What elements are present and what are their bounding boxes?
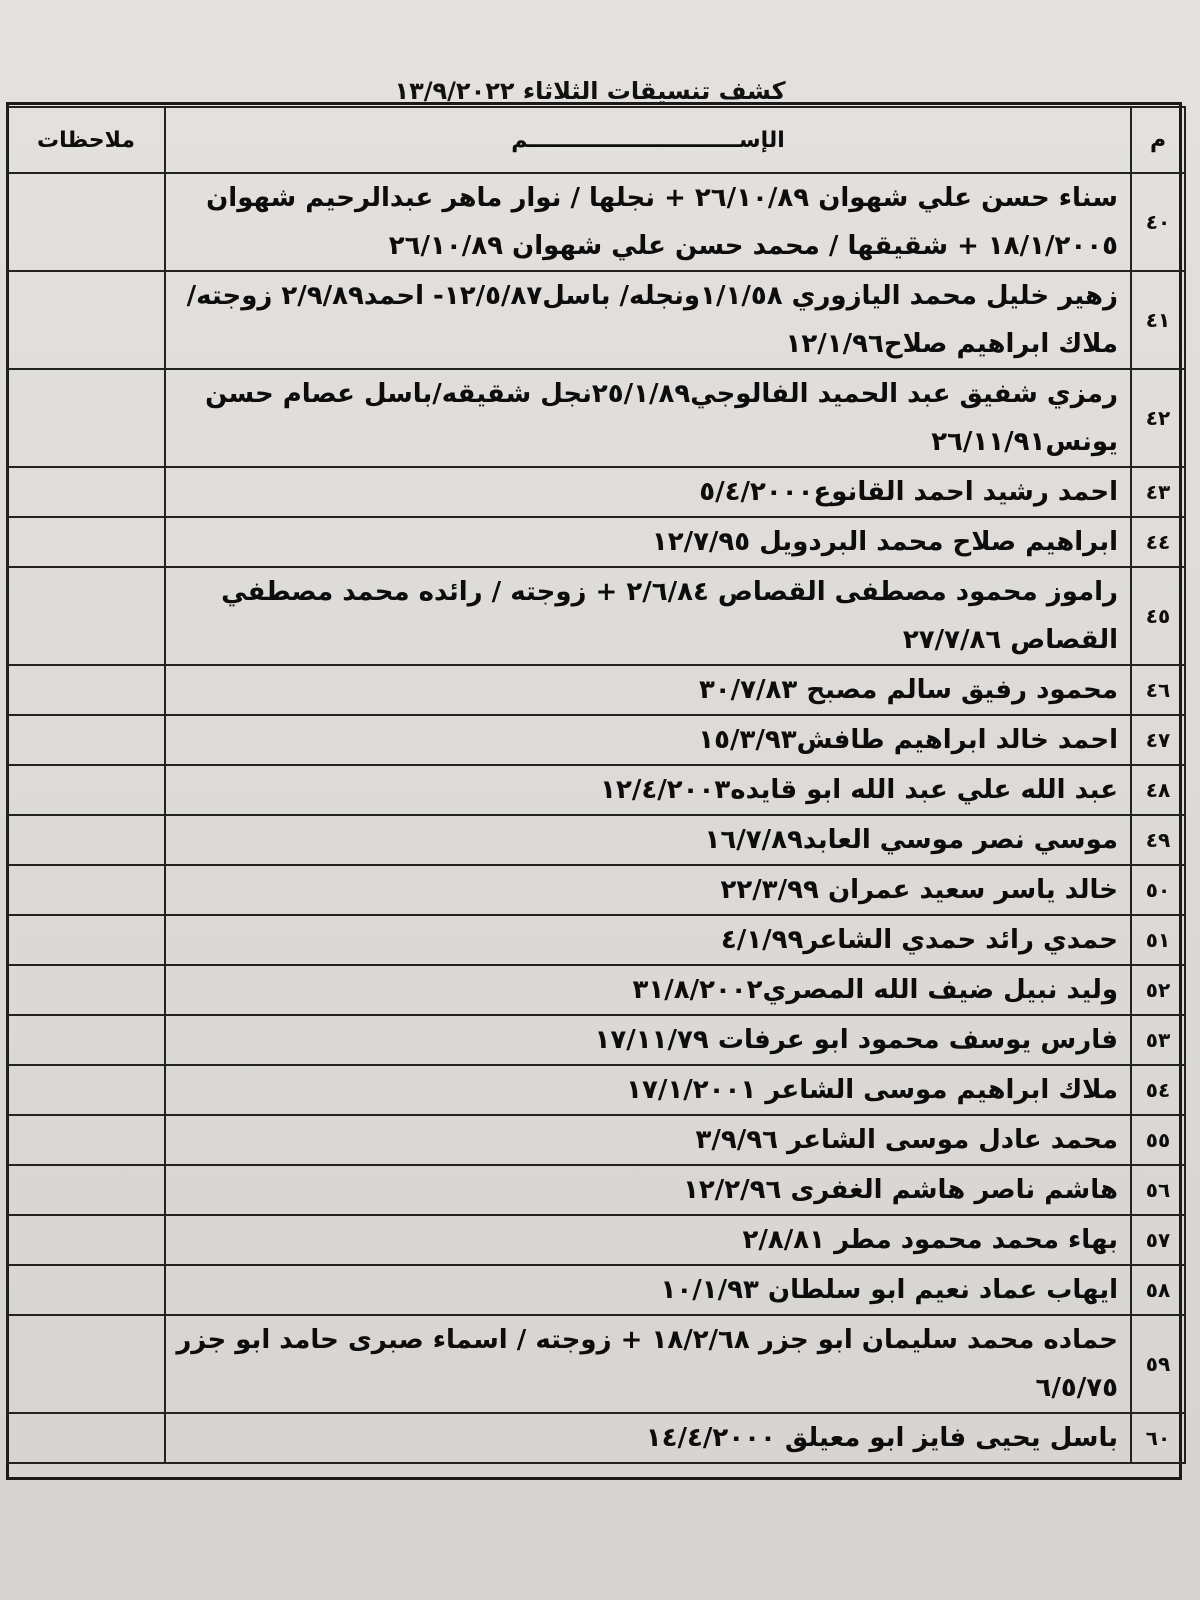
table-row	[7, 567, 1185, 665]
row-notes	[7, 271, 165, 369]
table-header-row	[7, 107, 1185, 173]
row-notes	[7, 715, 165, 765]
row-notes	[7, 1015, 165, 1065]
row-name: حماده محمد سليمان ابو جزر ١٨/٢/٦٨ + زوجته / اسماء صبرى حامد ابو جزر ٦/٥/٧٥	[165, 1315, 1131, 1413]
row-name: سناء حسن علي شهوان ٢٦/١٠/٨٩ + نجلها / نوار ماهر عبدالرحيم شهوان ١٨/١/٢٠٠٥ + شقيقها / محمد حسن علي شهوان ٢٦/١٠/٨٩	[165, 173, 1131, 271]
row-name: ايهاب عماد نعيم ابو سلطان ١٠/١/٩٣	[165, 1265, 1131, 1315]
table-row	[7, 1165, 1185, 1215]
table-row	[7, 715, 1185, 765]
row-notes	[7, 1165, 165, 1215]
row-number: ٥٤	[1131, 1065, 1185, 1115]
row-number: ٥٥	[1131, 1115, 1185, 1165]
row-notes	[7, 517, 165, 567]
row-number: ٥٣	[1131, 1015, 1185, 1065]
row-name: ابراهيم صلاح محمد البردويل ١٢/٧/٩٥	[165, 517, 1131, 567]
row-number: ٤٥	[1131, 567, 1185, 665]
row-notes	[7, 815, 165, 865]
row-notes	[7, 1215, 165, 1265]
row-number: ٤٩	[1131, 815, 1185, 865]
table-row	[7, 1315, 1185, 1413]
table-row	[7, 173, 1185, 271]
header-name: الإســــــــــــــــــــــــــــم	[165, 107, 1131, 173]
row-notes	[7, 467, 165, 517]
row-number: ٤٦	[1131, 665, 1185, 715]
row-notes	[7, 915, 165, 965]
header-notes: ملاحظات	[7, 107, 165, 173]
row-name: حمدي رائد حمدي الشاعر٤/١/٩٩	[165, 915, 1131, 965]
table-row	[7, 467, 1185, 517]
table-row	[7, 865, 1185, 915]
table-row	[7, 665, 1185, 715]
row-name: احمد خالد ابراهيم طافش١٥/٣/٩٣	[165, 715, 1131, 765]
row-number: ٥٢	[1131, 965, 1185, 1015]
row-notes	[7, 1065, 165, 1115]
row-notes	[7, 965, 165, 1015]
row-number: ٥٨	[1131, 1265, 1185, 1315]
row-number: ٤٤	[1131, 517, 1185, 567]
row-number: ٤٧	[1131, 715, 1185, 765]
row-number: ٥٩	[1131, 1315, 1185, 1413]
table-row	[7, 271, 1185, 369]
row-number: ٤١	[1131, 271, 1185, 369]
row-name: بهاء محمد محمود مطر ٢/٨/٨١	[165, 1215, 1131, 1265]
row-name: هاشم ناصر هاشم الغفرى ١٢/٢/٩٦	[165, 1165, 1131, 1215]
row-number: ٦٠	[1131, 1413, 1185, 1463]
row-notes	[7, 1115, 165, 1165]
row-name: ملاك ابراهيم موسى الشاعر ١٧/١/٢٠٠١	[165, 1065, 1131, 1115]
row-notes	[7, 765, 165, 815]
table-row	[7, 1265, 1185, 1315]
row-name: فارس يوسف محمود ابو عرفات ١٧/١١/٧٩	[165, 1015, 1131, 1065]
table-row	[7, 517, 1185, 567]
row-notes	[7, 1265, 165, 1315]
row-notes	[7, 369, 165, 467]
row-name: احمد رشيد احمد القانوع٥/٤/٢٠٠٠	[165, 467, 1131, 517]
table-row	[7, 765, 1185, 815]
row-number: ٤٣	[1131, 467, 1185, 517]
table-row	[7, 1015, 1185, 1065]
row-name: عبد الله علي عبد الله ابو قايده١٢/٤/٢٠٠٣	[165, 765, 1131, 815]
row-notes	[7, 1413, 165, 1463]
table-row	[7, 1115, 1185, 1165]
row-number: ٤٠	[1131, 173, 1185, 271]
row-number: ٥٦	[1131, 1165, 1185, 1215]
row-number: ٥١	[1131, 915, 1185, 965]
row-name: محمود رفيق سالم مصبح ٣٠/٧/٨٣	[165, 665, 1131, 715]
row-number: ٥٧	[1131, 1215, 1185, 1265]
row-notes	[7, 665, 165, 715]
names-table	[6, 106, 1186, 1464]
header-number: م	[1131, 107, 1185, 173]
row-notes	[7, 567, 165, 665]
table-row	[7, 965, 1185, 1015]
page-title: كشف تنسيقات الثلاثاء ١٣/٩/٢٠٢٢	[394, 77, 786, 105]
row-notes	[7, 1315, 165, 1413]
row-name: زهير خليل محمد اليازوري ١/١/٥٨ونجله/ باسل١٢/٥/٨٧- احمد٢/٩/٨٩ زوجته/ملاك ابراهيم صلاح١٢/١/٩٦	[165, 271, 1131, 369]
row-number: ٤٢	[1131, 369, 1185, 467]
row-notes	[7, 865, 165, 915]
row-name: موسي نصر موسي العابد١٦/٧/٨٩	[165, 815, 1131, 865]
table-row	[7, 915, 1185, 965]
row-number: ٥٠	[1131, 865, 1185, 915]
row-name: وليد نبيل ضيف الله المصري٣١/٨/٢٠٠٢	[165, 965, 1131, 1015]
row-number: ٤٨	[1131, 765, 1185, 815]
row-name: رمزي شفيق عبد الحميد الفالوجي٢٥/١/٨٩نجل شقيقه/باسل عصام حسن يونس٢٦/١١/٩١	[165, 369, 1131, 467]
table-row	[7, 1413, 1185, 1463]
table-row	[7, 369, 1185, 467]
row-name: راموز محمود مصطفى القصاص ٢/٦/٨٤ + زوجته / رائده محمد مصطفي القصاص ٢٧/٧/٨٦	[165, 567, 1131, 665]
row-name: خالد ياسر سعيد عمران ٢٢/٣/٩٩	[165, 865, 1131, 915]
row-notes	[7, 173, 165, 271]
row-name: باسل يحيى فايز ابو معيلق ١٤/٤/٢٠٠٠	[165, 1413, 1131, 1463]
table-row	[7, 1215, 1185, 1265]
table-row	[7, 815, 1185, 865]
table-row	[7, 1065, 1185, 1115]
row-name: محمد عادل موسى الشاعر ٣/٩/٩٦	[165, 1115, 1131, 1165]
